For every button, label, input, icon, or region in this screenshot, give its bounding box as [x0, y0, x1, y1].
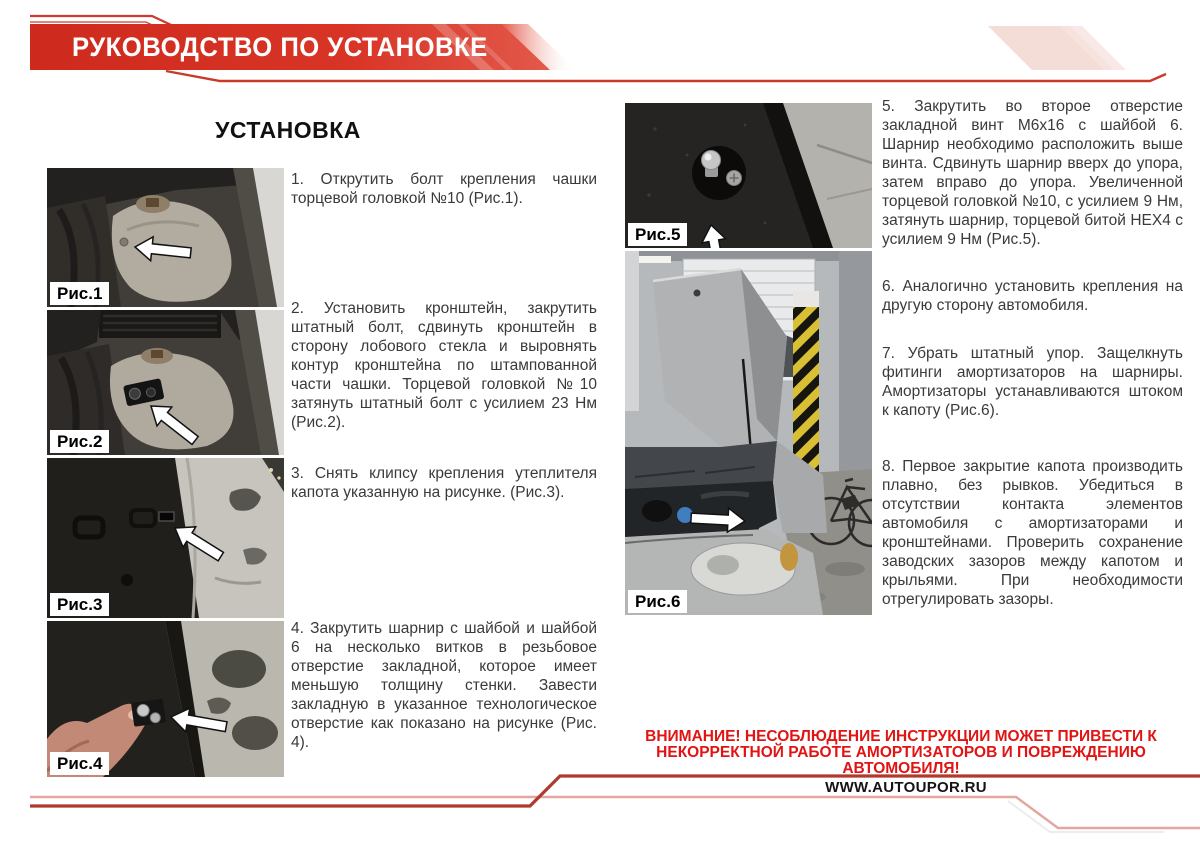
figure-4	[47, 621, 284, 777]
section-title: УСТАНОВКА	[215, 117, 361, 143]
step-2: 2. Установить кронштейн, закрутить штатный болт, сдвинуть кронштейн в сторону лобового стекла и выровнять контур кронштейна по штампованной части чашки. Торцевой головкой №10 затянуть штатный болт с усилием 23 Нм (Рис.2).	[291, 300, 597, 431]
warning-line-2: НЕКОРРЕКТНОЙ РАБОТЕ АМОРТИЗАТОРОВ И ПОВРЕЖДЕНИЮ	[656, 744, 1146, 761]
figure-4-label: Рис.4	[50, 752, 109, 775]
step-6: 6. Аналогично установить крепления на другую сторону автомобиля.	[882, 278, 1183, 314]
figure-6	[625, 251, 872, 615]
step-7: 7. Убрать штатный упор. Защелкнуть фитинги амортизаторов на шарниры. Амортизаторы устанавливаются штоком к капоту (Рис.6).	[882, 345, 1183, 419]
figure-5-label: Рис.5	[628, 223, 687, 246]
figure-6-photo	[625, 251, 872, 615]
warning-line-1: ВНИМАНИЕ! НЕСОБЛЮДЕНИЕ ИНСТРУКЦИИ МОЖЕТ ПРИВЕСТИ К	[645, 728, 1157, 745]
step-5: 5. Закрутить во второе отверстие закладной винт М6х16 с шайбой 6. Шарнир необходимо расположить выше винта. Сдвинуть шарнир вверх до упора, затем вправо до упора. Увеличенной торцевой головкой №10, с усилием 9 Нм, затянуть шарнир, торцевой битой HEX4 с усилием 9 Нм (Рис.5).	[882, 98, 1183, 248]
page-title: РУКОВОДСТВО ПО УСТАНОВКЕ	[72, 32, 488, 62]
step-1: 1. Открутить болт крепления чашки торцевой головкой №10 (Рис.1).	[291, 171, 597, 207]
figure-6-label: Рис.6	[628, 590, 687, 613]
figure-3	[47, 458, 284, 618]
step-3: 3. Снять клипсу крепления утеплителя капота указанную на рисунке. (Рис.3).	[291, 465, 597, 501]
bracket-part	[131, 699, 166, 727]
figure-1	[47, 168, 284, 307]
warning-line-3: АВТОМОБИЛЯ!	[842, 760, 960, 777]
step-4: 4. Закрутить шарнир с шайбой и шайбой 6 на несколько витков в резьбовое отверстие закладной, которое имеет меньшую толщину стенки. Завести закладную в указанное технологическое отверстие как показано на рисунке (Рис. 4).	[291, 620, 597, 751]
website-text: WWW.AUTOUPOR.RU	[825, 779, 987, 796]
figure-2	[47, 310, 284, 455]
figure-5	[625, 103, 872, 248]
figure-2-label: Рис.2	[50, 430, 109, 453]
figure-1-label: Рис.1	[50, 282, 109, 305]
step-8: 8. Первое закрытие капота производить плавно, без рывков. Убедиться в отсутствии контакта элементов автомобиля с амортизаторами и кронштейнами. Проверить сохранение заводских зазоров между капотом и крыльями. При необходимости отрегулировать зазоры.	[882, 458, 1183, 608]
figure-3-label: Рис.3	[50, 593, 109, 616]
